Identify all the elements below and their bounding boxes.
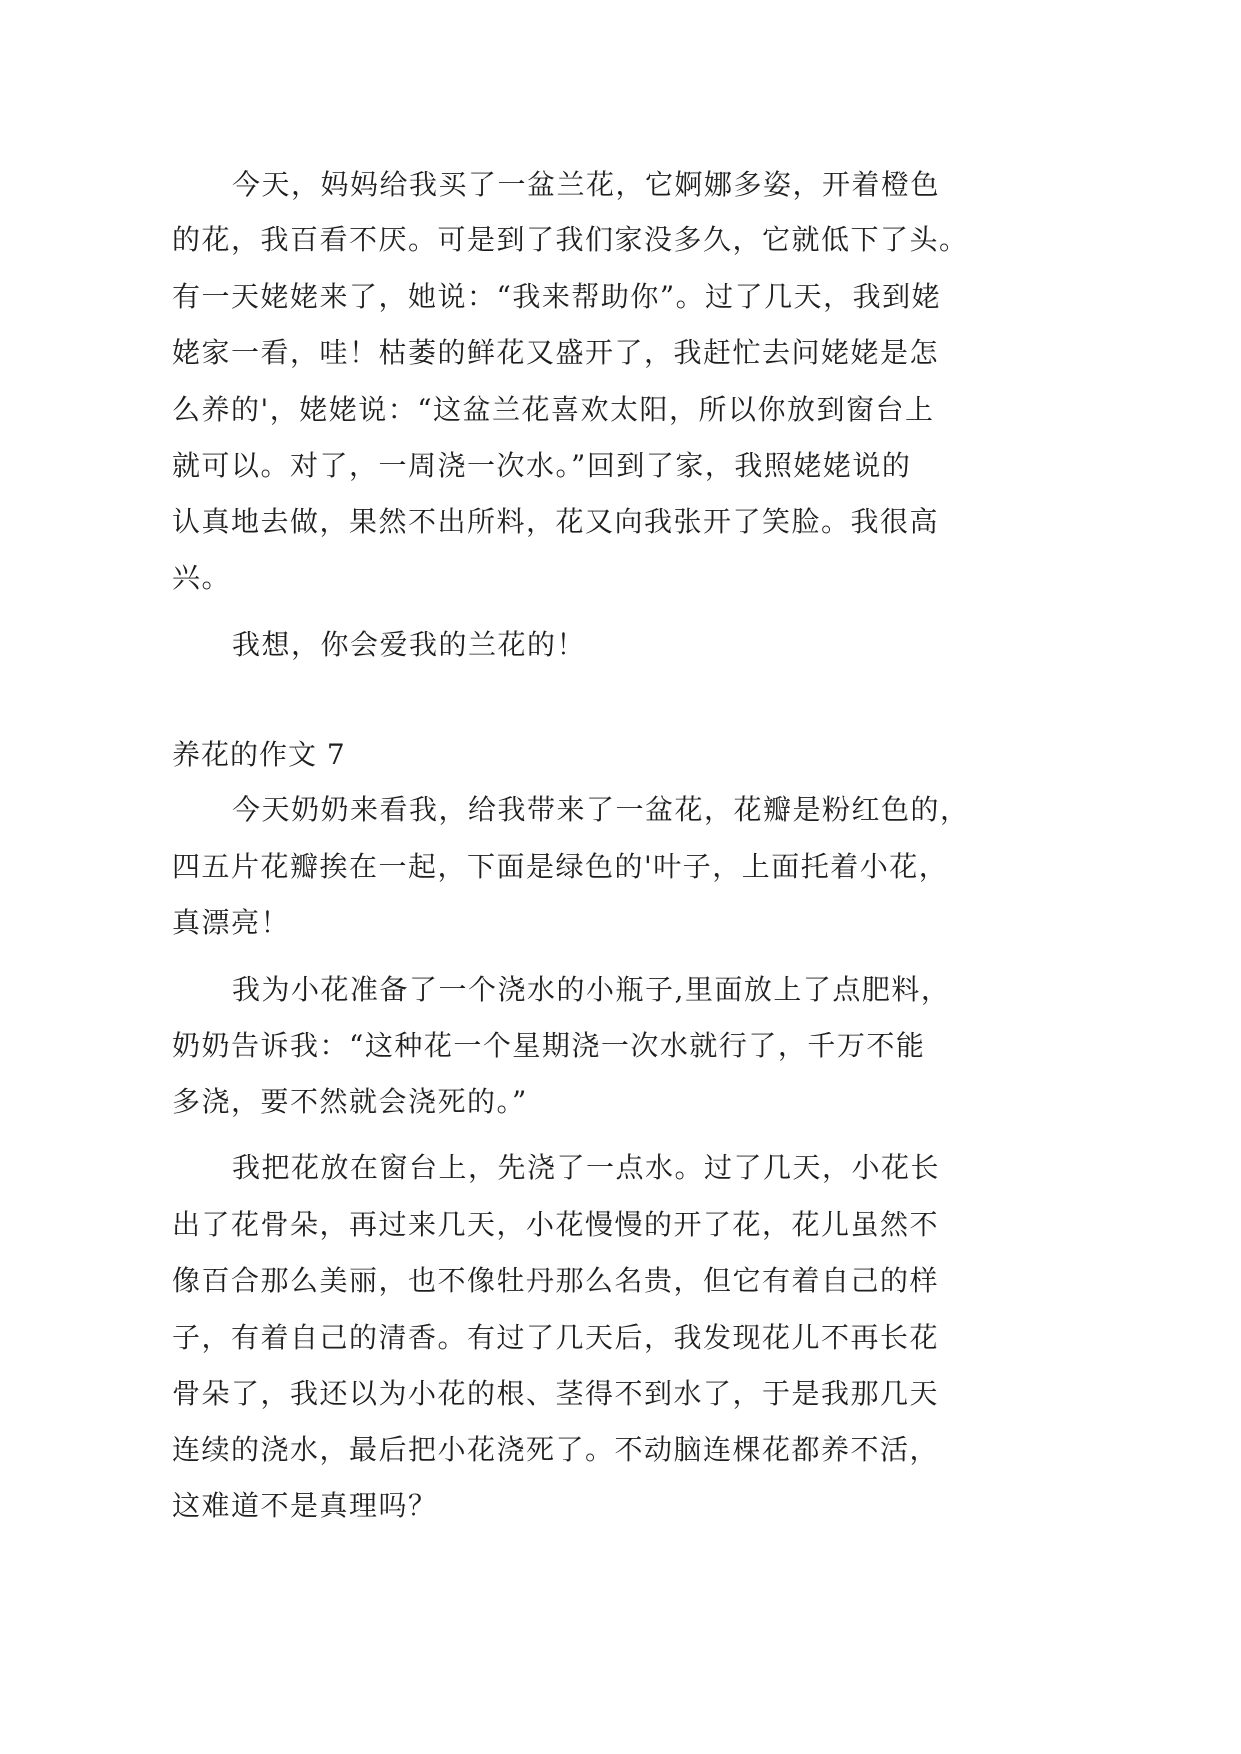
paragraph-line: 多浇，要不然就会浇死的。” [172, 1085, 528, 1118]
paragraph-line: 连续的浇水，最后把小花浇死了。不动脑连棵花都养不活， [172, 1433, 940, 1466]
paragraph-line: 我想，你会爱我的兰花的！ [232, 628, 587, 661]
paragraph-line: 这难道不是真理吗？ [172, 1489, 438, 1522]
paragraph-line: 四五片花瓣挨在一起，下面是绿色的'叶子，上面托着小花， [172, 850, 949, 883]
paragraph-line: 么养的'，姥姥说：“这盆兰花喜欢太阳，所以你放到窗台上 [172, 393, 935, 426]
paragraph-line: 子，有着自己的清香。有过了几天后，我发现花儿不再长花 [172, 1321, 940, 1354]
paragraph-line: 认真地去做，果然不出所料，花又向我张开了笑脸。我很高 [172, 505, 940, 538]
paragraph-line: 就可以。对了，一周浇一次水。”回到了家，我照姥姥说的 [172, 449, 912, 482]
paragraph-line: 出了花骨朵，再过来几天，小花慢慢的开了花，花儿虽然不 [172, 1208, 940, 1241]
paragraph-line: 的花，我百看不厌。可是到了我们家没多久，它就低下了头。 [172, 223, 969, 256]
paragraph-line: 有一天姥姥来了，她说：“我来帮助你”。过了几天，我到姥 [172, 280, 942, 313]
paragraph-line: 姥家一看，哇！枯萎的鲜花又盛开了，我赶忙去问姥姥是怎 [172, 336, 940, 369]
paragraph-line: 像百合那么美丽，也不像牡丹那么名贵，但它有着自己的样 [172, 1264, 940, 1297]
essay-title: 养花的作文 7 [172, 738, 346, 771]
paragraph-line: 骨朵了，我还以为小花的根、茎得不到水了，于是我那几天 [172, 1377, 940, 1410]
paragraph-line: 今天奶奶来看我，给我带来了一盆花，花瓣是粉红色的， [232, 793, 970, 826]
paragraph-line: 真漂亮！ [172, 906, 291, 939]
paragraph-line: 奶奶告诉我：“这种花一个星期浇一次水就行了，千万不能 [172, 1029, 926, 1062]
paragraph-line: 兴。 [172, 561, 232, 594]
paragraph-line: 我把花放在窗台上，先浇了一点水。过了几天，小花长 [232, 1151, 941, 1184]
paragraph-line: 今天，妈妈给我买了一盆兰花，它婀娜多姿，开着橙色 [232, 168, 941, 201]
paragraph-line: 我为小花准备了一个浇水的小瓶子,里面放上了点肥料， [232, 973, 951, 1006]
